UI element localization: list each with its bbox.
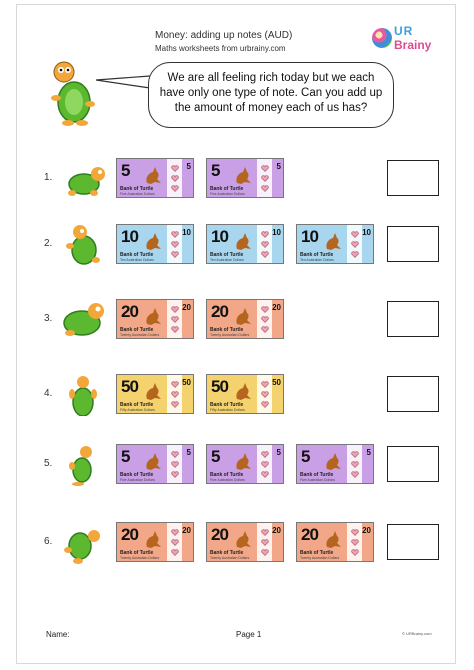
note-bank-name: Bank of Turtle	[300, 550, 334, 556]
question-number: 4.	[44, 388, 53, 399]
note-bank-name: Bank of Turtle	[120, 327, 154, 333]
note-bank-name: Bank of Turtle	[210, 472, 244, 478]
heart-icon	[260, 185, 270, 193]
answer-box[interactable]	[387, 226, 439, 262]
banknote-5	[206, 158, 284, 198]
question-row	[44, 370, 444, 418]
note-denomination-text: Ten Australian Dollars	[300, 258, 334, 262]
note-value-corner: 50	[182, 378, 191, 387]
note-denomination-text: Ten Australian Dollars	[120, 258, 154, 262]
heart-icon	[260, 165, 270, 173]
question-row	[44, 295, 444, 343]
note-value: 20	[211, 302, 228, 321]
speech-line-1: We are all feeling rich today but we each	[167, 72, 375, 84]
heart-icon	[170, 461, 180, 469]
note-denomination-text: Five Australian Dollars	[210, 478, 245, 482]
speech-line-2: have only one type of note. Can you add up	[159, 87, 383, 99]
banknote-20	[206, 522, 284, 562]
heart-icon	[260, 549, 270, 557]
banknote-20	[206, 299, 284, 339]
kangaroo-icon	[141, 229, 163, 251]
banknote-10	[296, 224, 374, 264]
note-denomination-text: Five Australian Dollars	[210, 192, 245, 196]
note-value: 5	[211, 161, 220, 180]
note-bank-name: Bank of Turtle	[120, 252, 154, 258]
heart-icon	[260, 471, 270, 479]
heart-icon	[170, 391, 180, 399]
page-number: Page 1	[236, 630, 262, 639]
heart-icon	[170, 231, 180, 239]
heart-icon	[350, 529, 360, 537]
answer-box[interactable]	[387, 160, 439, 196]
note-denomination-text: Fifty Australian Dollars	[120, 408, 155, 412]
note-denomination-text: Five Australian Dollars	[300, 478, 335, 482]
question-number: 3.	[44, 313, 53, 324]
note-value-corner: 5	[186, 448, 191, 457]
turtle-mascot-icon	[44, 58, 100, 128]
speech-bubble	[148, 62, 394, 128]
note-value: 5	[121, 447, 130, 466]
heart-icon	[170, 165, 180, 173]
kangaroo-icon	[231, 449, 253, 471]
heart-icon	[170, 251, 180, 259]
banknote-5	[116, 444, 194, 484]
heart-icon	[350, 251, 360, 259]
note-bank-name: Bank of Turtle	[120, 472, 154, 478]
note-value: 50	[121, 377, 138, 396]
note-value: 5	[211, 447, 220, 466]
question-number: 1.	[44, 172, 53, 183]
heart-icon	[260, 231, 270, 239]
question-row	[44, 220, 444, 268]
page-title: Money: adding up notes (AUD)	[155, 30, 293, 41]
banknote-20	[296, 522, 374, 562]
logo-text-brainy: Brainy	[394, 38, 432, 52]
note-value: 5	[121, 161, 130, 180]
banknote-20	[116, 522, 194, 562]
note-value: 10	[121, 227, 138, 246]
note-value: 10	[301, 227, 318, 246]
heart-icon	[170, 539, 180, 547]
turtle-icon	[60, 372, 106, 416]
heart-icon	[260, 401, 270, 409]
heart-icon	[170, 549, 180, 557]
note-bank-name: Bank of Turtle	[210, 186, 244, 192]
answer-box[interactable]	[387, 524, 439, 560]
note-value-corner: 10	[272, 228, 281, 237]
turtle-icon	[60, 297, 106, 341]
banknote-50	[206, 374, 284, 414]
note-denomination-text: Twenty Australian Dollars	[210, 333, 250, 337]
note-denomination-text: Twenty Australian Dollars	[300, 556, 340, 560]
note-value-corner: 20	[182, 303, 191, 312]
heart-icon	[260, 175, 270, 183]
note-denomination-text: Fifty Australian Dollars	[210, 408, 245, 412]
note-denomination-text: Five Australian Dollars	[120, 478, 155, 482]
heart-icon	[170, 451, 180, 459]
note-value-corner: 10	[362, 228, 371, 237]
kangaroo-icon	[141, 379, 163, 401]
note-denomination-text: Five Australian Dollars	[120, 192, 155, 196]
speech-bubble-tail	[96, 74, 156, 94]
kangaroo-icon	[231, 304, 253, 326]
answer-box[interactable]	[387, 301, 439, 337]
note-denomination-text: Twenty Australian Dollars	[120, 333, 160, 337]
heart-icon	[260, 251, 270, 259]
heart-icon	[350, 241, 360, 249]
urbrainy-logo	[372, 22, 444, 56]
logo-text-ur: UR	[394, 24, 414, 38]
note-value: 50	[211, 377, 228, 396]
note-bank-name: Bank of Turtle	[120, 186, 154, 192]
note-value-corner: 20	[272, 303, 281, 312]
banknote-5	[206, 444, 284, 484]
question-row	[44, 518, 444, 566]
note-bank-name: Bank of Turtle	[210, 327, 244, 333]
heart-icon	[350, 451, 360, 459]
kangaroo-icon	[141, 163, 163, 185]
heart-icon	[260, 306, 270, 314]
kangaroo-icon	[231, 163, 253, 185]
question-number: 2.	[44, 238, 53, 249]
note-value-corner: 5	[186, 162, 191, 171]
note-value-corner: 5	[366, 448, 371, 457]
kangaroo-icon	[141, 449, 163, 471]
note-value-corner: 5	[276, 162, 281, 171]
heart-icon	[260, 529, 270, 537]
heart-icon	[170, 326, 180, 334]
turtle-icon	[60, 222, 106, 266]
heart-icon	[170, 529, 180, 537]
kangaroo-icon	[321, 527, 343, 549]
answer-box[interactable]	[387, 376, 439, 412]
heart-icon	[170, 185, 180, 193]
note-value-corner: 20	[182, 526, 191, 535]
note-value: 20	[121, 302, 138, 321]
heart-icon	[260, 241, 270, 249]
note-value: 20	[211, 525, 228, 544]
note-bank-name: Bank of Turtle	[210, 550, 244, 556]
heart-icon	[170, 381, 180, 389]
kangaroo-icon	[231, 527, 253, 549]
note-value-corner: 5	[276, 448, 281, 457]
turtle-icon	[60, 442, 106, 486]
heart-icon	[350, 461, 360, 469]
note-value-corner: 20	[362, 526, 371, 535]
question-number: 5.	[44, 458, 53, 469]
note-bank-name: Bank of Turtle	[210, 402, 244, 408]
heart-icon	[260, 391, 270, 399]
kangaroo-icon	[141, 527, 163, 549]
note-bank-name: Bank of Turtle	[300, 472, 334, 478]
turtle-icon	[60, 156, 106, 200]
heart-icon	[350, 471, 360, 479]
heart-icon	[350, 539, 360, 547]
note-value: 5	[301, 447, 310, 466]
kangaroo-icon	[321, 449, 343, 471]
heart-icon	[350, 231, 360, 239]
note-bank-name: Bank of Turtle	[120, 402, 154, 408]
heart-icon	[260, 316, 270, 324]
note-denomination-text: Twenty Australian Dollars	[210, 556, 250, 560]
banknote-5	[116, 158, 194, 198]
note-bank-name: Bank of Turtle	[210, 252, 244, 258]
banknote-50	[116, 374, 194, 414]
answer-box[interactable]	[387, 446, 439, 482]
banknote-10	[206, 224, 284, 264]
heart-icon	[170, 471, 180, 479]
note-value: 20	[121, 525, 138, 544]
kangaroo-icon	[231, 229, 253, 251]
logo-ball-icon	[372, 28, 392, 48]
turtle-icon	[60, 520, 106, 564]
heart-icon	[170, 306, 180, 314]
banknote-5	[296, 444, 374, 484]
note-denomination-text: Ten Australian Dollars	[210, 258, 244, 262]
note-value-corner: 50	[272, 378, 281, 387]
heart-icon	[260, 326, 270, 334]
note-denomination-text: Twenty Australian Dollars	[120, 556, 160, 560]
note-bank-name: Bank of Turtle	[120, 550, 154, 556]
kangaroo-icon	[231, 379, 253, 401]
page-subtitle: Maths worksheets from urbrainy.com	[155, 44, 286, 53]
heart-icon	[170, 316, 180, 324]
heart-icon	[350, 549, 360, 557]
banknote-20	[116, 299, 194, 339]
note-value: 20	[301, 525, 318, 544]
heart-icon	[170, 401, 180, 409]
question-row	[44, 440, 444, 488]
name-label: Name:	[46, 630, 70, 639]
kangaroo-icon	[321, 229, 343, 251]
heart-icon	[260, 381, 270, 389]
heart-icon	[260, 451, 270, 459]
copyright: © URBrainy.com	[402, 631, 432, 636]
question-row	[44, 154, 444, 202]
note-value-corner: 10	[182, 228, 191, 237]
speech-line-3: the amount of money each of us has?	[174, 102, 368, 114]
heart-icon	[170, 241, 180, 249]
kangaroo-icon	[141, 304, 163, 326]
note-value-corner: 20	[272, 526, 281, 535]
heart-icon	[260, 461, 270, 469]
note-value: 10	[211, 227, 228, 246]
heart-icon	[260, 539, 270, 547]
banknote-10	[116, 224, 194, 264]
question-number: 6.	[44, 536, 53, 547]
heart-icon	[170, 175, 180, 183]
note-bank-name: Bank of Turtle	[300, 252, 334, 258]
